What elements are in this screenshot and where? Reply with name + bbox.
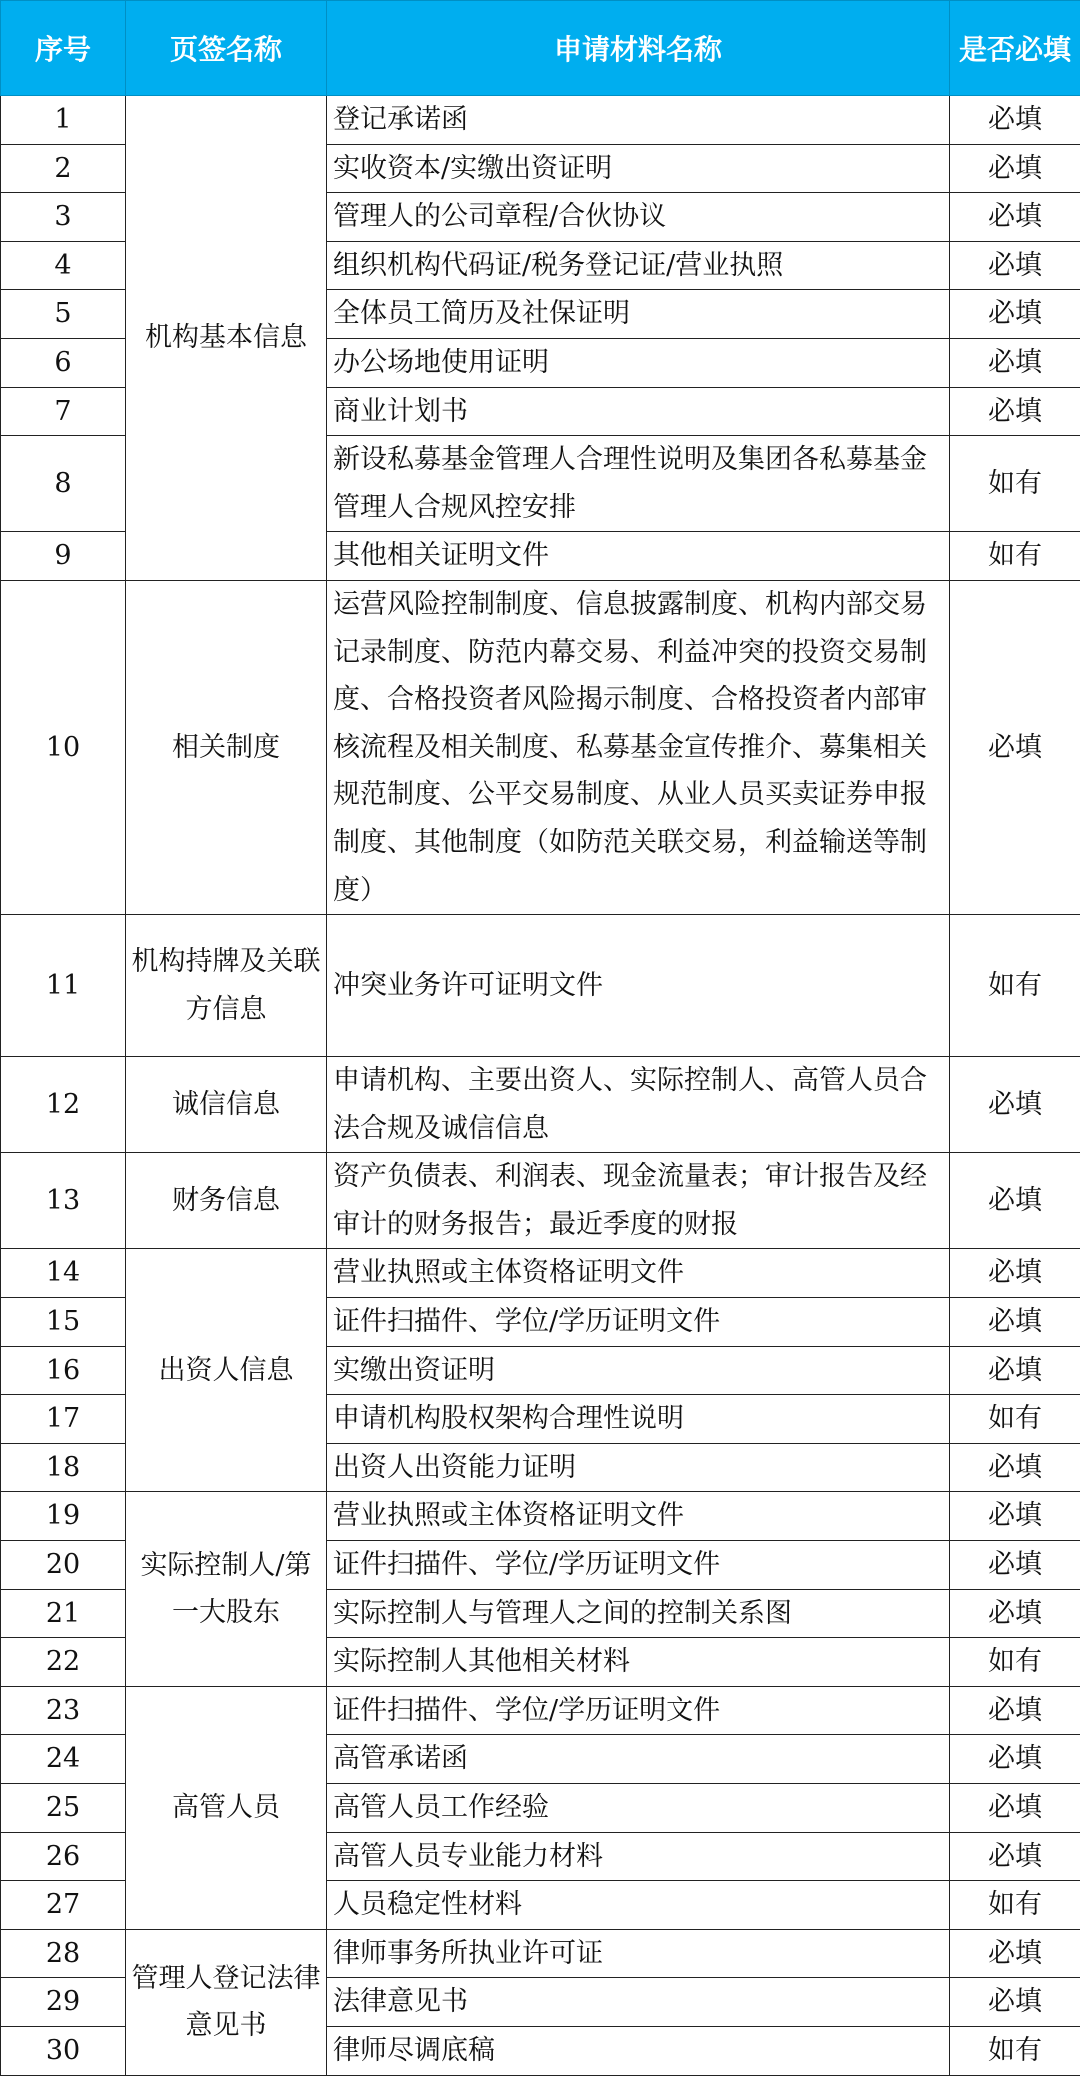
row-num: 26 — [1, 1832, 126, 1881]
row-required: 如有 — [950, 532, 1080, 581]
row-material: 高管人员专业能力材料 — [327, 1832, 950, 1881]
row-material: 新设私募基金管理人合理性说明及集团各私募基金管理人合规风控安排 — [327, 436, 950, 532]
row-material: 高管承诺函 — [327, 1735, 950, 1784]
group-label: 相关制度 — [126, 580, 327, 914]
group-label: 诚信信息 — [126, 1057, 327, 1153]
table-row — [1, 96, 1080, 145]
row-required: 必填 — [950, 193, 1080, 242]
row-num: 2 — [1, 144, 126, 193]
row-material: 法律意见书 — [327, 1978, 950, 2027]
row-required: 必填 — [950, 1978, 1080, 2027]
table-row — [1, 915, 1080, 1057]
row-required: 必填 — [950, 1443, 1080, 1492]
row-required: 必填 — [950, 290, 1080, 339]
row-num: 28 — [1, 1929, 126, 1978]
row-required: 必填 — [950, 1298, 1080, 1347]
table-row — [1, 1057, 1080, 1153]
row-num: 5 — [1, 290, 126, 339]
row-required: 必填 — [950, 338, 1080, 387]
row-num: 23 — [1, 1686, 126, 1735]
row-required: 必填 — [950, 1492, 1080, 1541]
row-num: 6 — [1, 338, 126, 387]
row-required: 必填 — [950, 1153, 1080, 1249]
row-required: 必填 — [950, 1686, 1080, 1735]
row-material: 实缴出资证明 — [327, 1346, 950, 1395]
row-material: 证件扫描件、学位/学历证明文件 — [327, 1686, 950, 1735]
row-material: 实际控制人与管理人之间的控制关系图 — [327, 1589, 950, 1638]
row-required: 必填 — [950, 580, 1080, 914]
row-material: 营业执照或主体资格证明文件 — [327, 1492, 950, 1541]
row-num: 13 — [1, 1153, 126, 1249]
row-num: 20 — [1, 1541, 126, 1590]
header-material: 申请材料名称 — [327, 1, 950, 96]
table-row — [1, 1153, 1080, 1249]
table-row — [1, 580, 1080, 914]
row-num: 4 — [1, 241, 126, 290]
group-label: 财务信息 — [126, 1153, 327, 1249]
row-material: 全体员工简历及社保证明 — [327, 290, 950, 339]
row-required: 必填 — [950, 1735, 1080, 1784]
row-required: 如有 — [950, 1395, 1080, 1444]
row-required: 必填 — [950, 96, 1080, 145]
header-required: 是否必填 — [950, 1, 1080, 96]
row-required: 必填 — [950, 1832, 1080, 1881]
row-required: 如有 — [950, 2026, 1080, 2075]
row-material: 申请机构股权架构合理性说明 — [327, 1395, 950, 1444]
row-required: 必填 — [950, 1057, 1080, 1153]
row-required: 如有 — [950, 436, 1080, 532]
row-required: 必填 — [950, 241, 1080, 290]
row-num: 12 — [1, 1057, 126, 1153]
row-num: 1 — [1, 96, 126, 145]
row-required: 如有 — [950, 1881, 1080, 1930]
row-required: 必填 — [950, 1249, 1080, 1298]
row-num: 21 — [1, 1589, 126, 1638]
row-material: 组织机构代码证/税务登记证/营业执照 — [327, 241, 950, 290]
row-num: 19 — [1, 1492, 126, 1541]
row-material: 高管人员工作经验 — [327, 1784, 950, 1833]
group-label: 机构基本信息 — [126, 96, 327, 581]
group-label: 出资人信息 — [126, 1249, 327, 1492]
row-num: 27 — [1, 1881, 126, 1930]
table-row — [1, 1929, 1080, 1978]
row-num: 17 — [1, 1395, 126, 1444]
row-num: 10 — [1, 580, 126, 914]
table-row — [1, 1492, 1080, 1541]
row-material: 证件扫描件、学位/学历证明文件 — [327, 1541, 950, 1590]
row-material: 律师事务所执业许可证 — [327, 1929, 950, 1978]
row-material: 实际控制人其他相关材料 — [327, 1638, 950, 1687]
row-num: 8 — [1, 436, 126, 532]
group-label: 实际控制人/第一大股东 — [126, 1492, 327, 1686]
group-label: 机构持牌及关联方信息 — [126, 915, 327, 1057]
row-required: 必填 — [950, 387, 1080, 436]
row-required: 如有 — [950, 1638, 1080, 1687]
group-label: 管理人登记法律意见书 — [126, 1929, 327, 2075]
group-label: 高管人员 — [126, 1686, 327, 1929]
row-material: 营业执照或主体资格证明文件 — [327, 1249, 950, 1298]
table-row — [1, 1686, 1080, 1735]
row-num: 7 — [1, 387, 126, 436]
row-material: 资产负债表、利润表、现金流量表；审计报告及经审计的财务报告；最近季度的财报 — [327, 1153, 950, 1249]
row-num: 25 — [1, 1784, 126, 1833]
row-material: 律师尽调底稿 — [327, 2026, 950, 2075]
row-material: 办公场地使用证明 — [327, 338, 950, 387]
header-tab: 页签名称 — [126, 1, 327, 96]
row-material: 其他相关证明文件 — [327, 532, 950, 581]
row-material: 证件扫描件、学位/学历证明文件 — [327, 1298, 950, 1347]
row-num: 29 — [1, 1978, 126, 2027]
row-num: 16 — [1, 1346, 126, 1395]
row-material: 商业计划书 — [327, 387, 950, 436]
row-num: 15 — [1, 1298, 126, 1347]
row-required: 必填 — [950, 1784, 1080, 1833]
row-required: 必填 — [950, 1929, 1080, 1978]
row-num: 11 — [1, 915, 126, 1057]
row-required: 如有 — [950, 915, 1080, 1057]
row-material: 申请机构、主要出资人、实际控制人、高管人员合法合规及诚信信息 — [327, 1057, 950, 1153]
row-required: 必填 — [950, 1346, 1080, 1395]
row-num: 22 — [1, 1638, 126, 1687]
row-material: 冲突业务许可证明文件 — [327, 915, 950, 1057]
row-material: 登记承诺函 — [327, 96, 950, 145]
row-material: 人员稳定性材料 — [327, 1881, 950, 1930]
row-num: 18 — [1, 1443, 126, 1492]
row-num: 24 — [1, 1735, 126, 1784]
row-required: 必填 — [950, 144, 1080, 193]
row-num: 14 — [1, 1249, 126, 1298]
table-row — [1, 1249, 1080, 1298]
row-material: 实收资本/实缴出资证明 — [327, 144, 950, 193]
row-material: 管理人的公司章程/合伙协议 — [327, 193, 950, 242]
row-required: 必填 — [950, 1541, 1080, 1590]
table-header — [1, 1, 1080, 96]
row-material: 运营风险控制制度、信息披露制度、机构内部交易记录制度、防范内幕交易、利益冲突的投资交易制度、合格投资者风险揭示制度、合格投资者内部审核流程及相关制度、私募基金宣传推介、募集相关规范制度、公平交易制度、从业人员买卖证券申报制度、其他制度（如防范关联交易，利益输送等制度） — [327, 580, 950, 914]
header-num: 序号 — [1, 1, 126, 96]
row-material: 出资人出资能力证明 — [327, 1443, 950, 1492]
row-num: 3 — [1, 193, 126, 242]
row-num: 30 — [1, 2026, 126, 2075]
row-num: 9 — [1, 532, 126, 581]
row-required: 必填 — [950, 1589, 1080, 1638]
